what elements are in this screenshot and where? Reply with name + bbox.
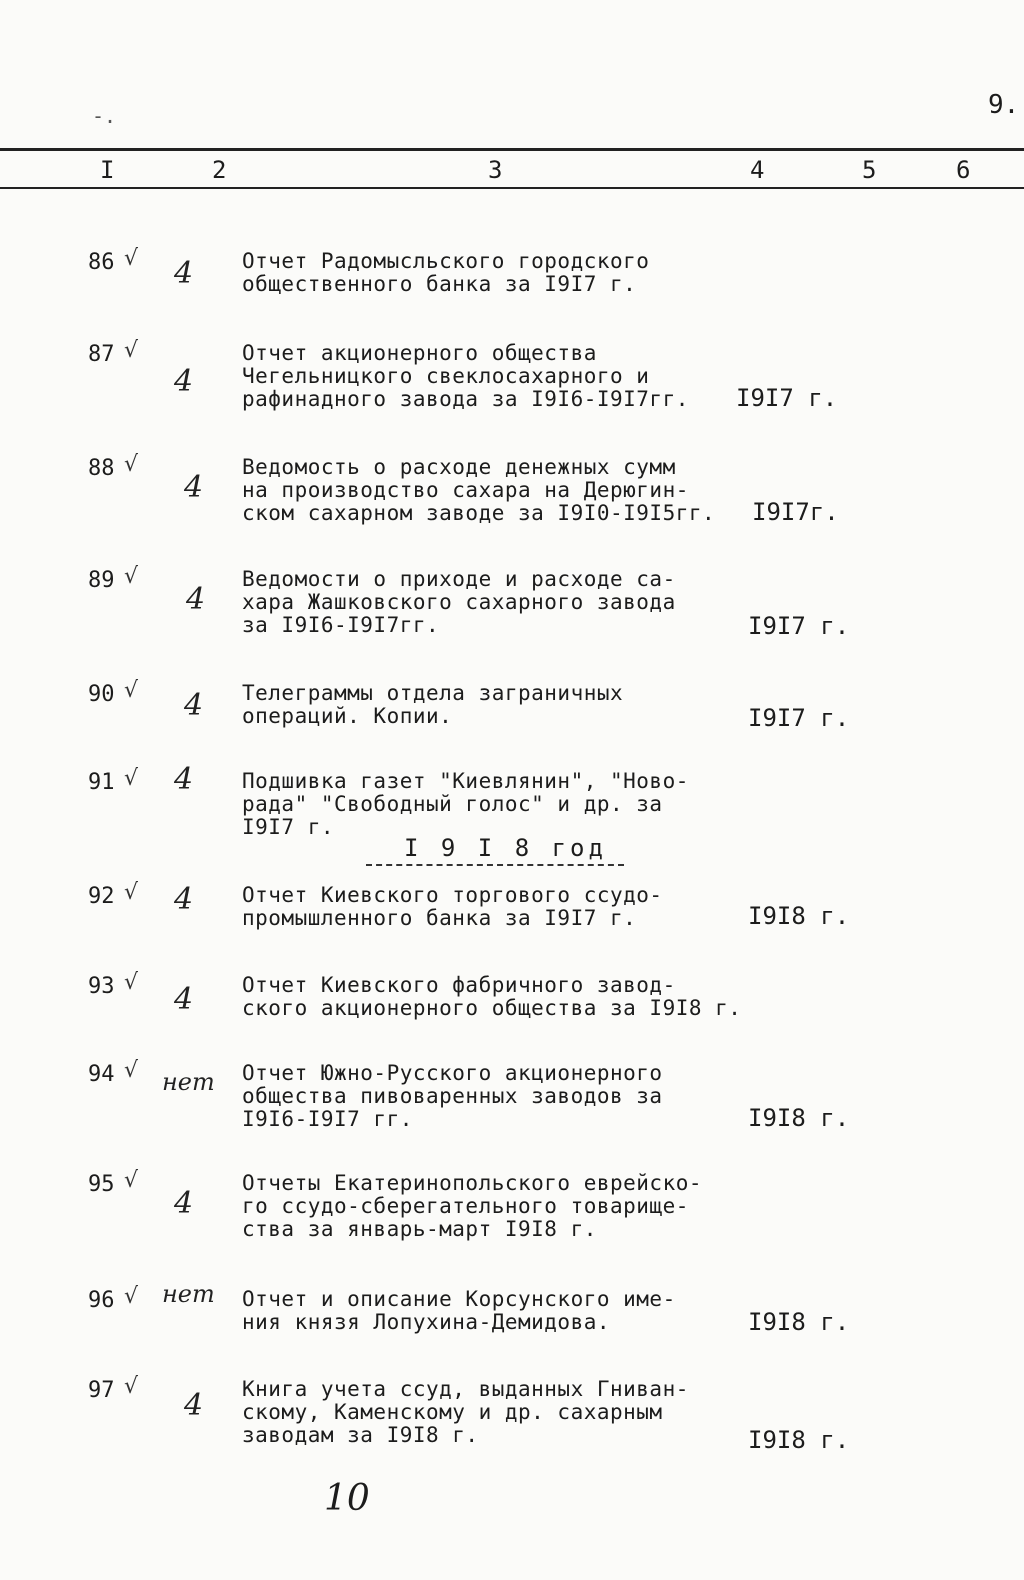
document-title: Отчет Южно-Русского акционерного общества пивоваренных заводов за I9I6-I9I7 гг.: [242, 1061, 663, 1131]
handwritten-page-number: 10: [324, 1478, 370, 1519]
header-rule-bottom: [0, 187, 1024, 189]
storage-code: нет: [162, 1068, 215, 1096]
check-mark-icon: √: [124, 1058, 139, 1083]
document-title: Отчет и описание Корсунского име- ния князя Лопухина-Демидова.: [242, 1287, 676, 1334]
document-date: I9I8 г.: [748, 1104, 850, 1132]
storage-code: 4: [174, 256, 194, 291]
row-number: 93: [88, 974, 115, 999]
column-header-3: 3: [488, 156, 503, 184]
check-mark-icon: √: [124, 880, 139, 905]
document-title: Отчеты Екатеринопольского еврейско- го ссудо-сберегательного товарище- ства за январь-март I9I8 г.: [242, 1171, 703, 1241]
document-title: Отчет акционерного общества Чегельницкого свеклосахарного и рафинадного завода за I9I6-I9I7гг.: [242, 341, 689, 411]
storage-code: 4: [184, 470, 204, 505]
storage-code: 4: [174, 762, 194, 797]
storage-code: 4: [174, 364, 194, 399]
document-date: I9I7г.: [752, 498, 839, 526]
row-number: 96: [88, 1288, 115, 1313]
document-title: Телеграммы отдела заграничных операций. Копии.: [242, 681, 624, 728]
year-heading-underline: [366, 864, 624, 866]
column-header-1: I: [100, 156, 115, 184]
document-title: Отчет Киевского торгового ссудо- промышленного банка за I9I7 г.: [242, 883, 663, 930]
row-number: 88: [88, 456, 115, 481]
row-number: 92: [88, 884, 115, 909]
row-number: 86: [88, 250, 115, 275]
storage-code: 4: [174, 982, 194, 1017]
document-date: I9I8 г.: [748, 902, 850, 930]
column-header-2: 2: [212, 156, 227, 184]
storage-code: 4: [174, 882, 194, 917]
document-date: I9I7 г.: [748, 612, 850, 640]
column-header-6: 6: [956, 156, 971, 184]
document-date: I9I7 г.: [736, 384, 838, 412]
page-number: 9.: [988, 90, 1020, 120]
document-title: Ведомость о расходе денежных сумм на производство сахара на Дерюгин- ском сахарном заводе за I9I0-I9I5гг.: [242, 455, 716, 525]
storage-code: 4: [184, 1388, 204, 1423]
row-number: 90: [88, 682, 115, 707]
storage-code: 4: [174, 1186, 194, 1221]
document-title: Ведомости о приходе и расходе са- хара Жашковского сахарного завода за I9I6-I9I7гг.: [242, 567, 676, 637]
column-header-4: 4: [750, 156, 765, 184]
row-number: 89: [88, 568, 115, 593]
row-number: 91: [88, 770, 115, 795]
storage-code: нет: [162, 1280, 215, 1308]
storage-code: 4: [184, 688, 204, 723]
row-number: 95: [88, 1172, 115, 1197]
check-mark-icon: √: [124, 1374, 139, 1399]
document-date: I9I7 г.: [748, 704, 850, 732]
check-mark-icon: √: [124, 1168, 139, 1193]
check-mark-icon: √: [124, 338, 139, 363]
document-date: I9I8 г.: [748, 1426, 850, 1454]
row-number: 94: [88, 1062, 115, 1087]
document-date: I9I8 г.: [748, 1308, 850, 1336]
document-title: Отчет Киевского фабричного завод- ского акционерного общества за I9I8 г.: [242, 973, 742, 1020]
row-number: 97: [88, 1378, 115, 1403]
check-mark-icon: √: [124, 678, 139, 703]
year-heading: I 9 I 8 год: [404, 834, 607, 862]
document-title: Подшивка газет "Киевлянин", "Ново- рада" "Свободный голос" и др. за I9I7 г.: [242, 769, 689, 839]
document-title: Отчет Радомысльского городского общественного банка за I9I7 г.: [242, 249, 650, 296]
check-mark-icon: √: [124, 564, 139, 589]
header-rule-top: [0, 148, 1024, 151]
row-number: 87: [88, 342, 115, 367]
check-mark-icon: √: [124, 1284, 139, 1309]
document-title: Книга учета ссуд, выданных Гниван- скому, Каменскому и др. сахарным заводам за I9I8 г.: [242, 1377, 689, 1447]
check-mark-icon: √: [124, 246, 139, 271]
check-mark-icon: √: [124, 452, 139, 477]
check-mark-icon: √: [124, 766, 139, 791]
check-mark-icon: √: [124, 970, 139, 995]
column-header-5: 5: [862, 156, 877, 184]
top-mark: -.: [92, 104, 117, 128]
storage-code: 4: [186, 582, 206, 617]
